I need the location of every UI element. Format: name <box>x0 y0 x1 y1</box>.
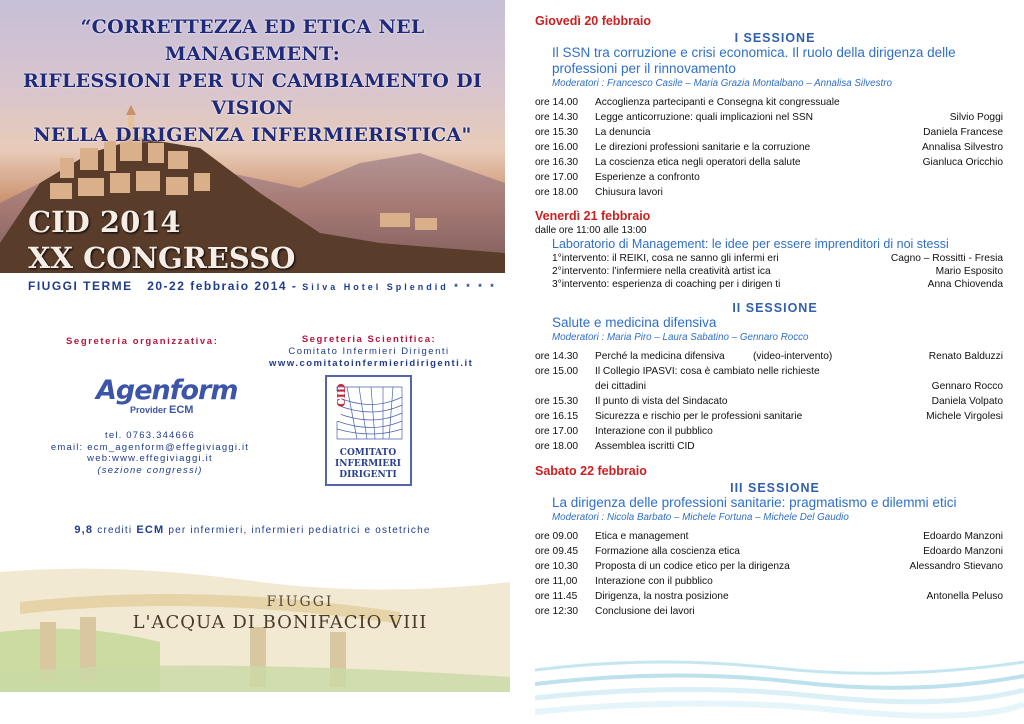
schedule-row: ore 14.30 Perché la medicina difensiva (video-intervento) Renato Balduzzi <box>535 351 1003 362</box>
schedule-row: ore 18.00 Chiusura lavori <box>535 187 663 198</box>
svg-text:INFERMIERI: INFERMIERI <box>335 459 401 469</box>
schedule-row: ore 10.30 Proposta di un codice etico per la dirigenza Alessandro Stievano <box>535 561 1003 572</box>
lab-time: dalle ore 11:00 alle 13:00 <box>535 225 647 236</box>
session-3-heading: III SESSIONE <box>730 481 820 495</box>
session-2-schedule <box>535 349 1015 454</box>
svg-text:DIRIGENTI: DIRIGENTI <box>339 470 397 480</box>
schedule-row: dei cittadini Gennaro Rocco <box>595 381 1003 392</box>
schedule-row: ore 12:30 Conclusione dei lavori <box>535 606 695 617</box>
cid-logo <box>325 375 412 486</box>
acqua-sign: L'ACQUA DI BONIFACIO VIII <box>132 612 428 633</box>
day-friday: Venerdì 21 febbraio <box>535 209 651 223</box>
schedule-row: ore 16.00 Le direzioni professioni sanitarie e la corruzione Annalisa Silvestro <box>535 142 1003 153</box>
schedule-row: ore 16.15 Sicurezza e rischio per le professioni sanitarie Michele Virgolesi <box>535 411 1003 422</box>
schedule-row: ore 17.00 Interazione con il pubblico <box>535 426 713 437</box>
ecm-credits: 9,8 crediti ECM per infermieri, infermieri pediatrici e ostetriche <box>74 524 431 536</box>
schedule-row: ore 15.00 Il Collegio IPASVI: cosa è cambiato nelle richieste <box>535 366 820 377</box>
organizing-secretariat-title: Segreteria organizzativa: <box>66 336 219 347</box>
schedule-row: ore 14.30 Legge anticorruzione: quali implicazioni nel SSN Silvio Poggi <box>535 112 1003 123</box>
contact-info: tel. 0763.344666 email: ecm_agenform@effegiviaggi.it web:www.effegiviaggi.it (sezione congressi) <box>50 430 250 476</box>
session-1-schedule <box>535 95 1015 200</box>
left-panel <box>0 0 510 724</box>
schedule-row: ore 09.45 Formazione alla coscienza etica Edoardo Manzoni <box>535 546 1003 557</box>
fiuggi-sign: FIUGGI <box>266 594 334 610</box>
program-panel <box>535 14 1015 619</box>
schedule-row: ore 14.00 Accoglienza partecipanti e Consegna kit congressuale <box>535 97 840 108</box>
schedule-row: ore 17.00 Esperienze a confronto <box>535 172 700 183</box>
congress-name: CID 2014 XX CONGRESSO <box>28 205 296 273</box>
session-3-schedule <box>535 529 1015 619</box>
venue-line: FIUGGI TERME 20-22 febbraio 2014 - Silva Hotel Splendid * * * * <box>28 279 497 293</box>
session-1-title: Il SSN tra corruzione e crisi economica. Il ruolo della dirigenza delle professioni per il rinnovamento <box>552 45 956 76</box>
schedule-row: ore 15.30 Il punto di vista del Sindacato Daniela Volpato <box>535 396 1003 407</box>
session-3-moderators: Moderatori : Nicola Barbato – Michele Fortuna – Michele Del Gaudio <box>552 512 849 523</box>
lab-intervento: 1°intervento: il REIKI, cosa ne sanno gli infermi eri Cagno – Rossitti - Fresia <box>552 253 1003 264</box>
event-title: “CORRETTEZZA ED ETICA NEL MANAGEMENT: RIFLESSIONI PER UN CAMBIAMENTO DI VISION NELLA DIRIGENZA INFERMIERISTICA" <box>22 16 483 146</box>
agenform-logo: Agenform Provider ECM <box>96 375 238 416</box>
schedule-row: ore 18.00 Assemblea iscritti CID <box>535 441 695 452</box>
day-saturday: Sabato 22 febbraio <box>535 464 647 478</box>
schedule-row: ore 16.30 La coscienza etica negli operatori della salute Gianluca Oricchio <box>535 157 1003 168</box>
day-thursday: Giovedì 20 febbraio <box>535 14 652 28</box>
schedule-row: ore 11,00 Interazione con il pubblico <box>535 576 713 587</box>
decorative-waves <box>535 650 1024 724</box>
lab-title: Laboratorio di Management: le idee per essere imprenditori di noi stessi <box>552 237 949 251</box>
logo-cid-text: CID <box>335 383 348 407</box>
session-2-heading: II SESSIONE <box>732 301 818 315</box>
session-2-moderators: Moderatori : Maria Piro – Laura Sabatino – Gennaro Rocco <box>552 332 809 343</box>
svg-text:COMITATO: COMITATO <box>339 448 397 458</box>
schedule-row: ore 15.30 La denuncia Daniela Francese <box>535 127 1003 138</box>
lab-intervento: 2°intervento: l’infermiere nella creatività artist ica Mario Esposito <box>552 266 1003 277</box>
schedule-row: ore 11.45 Dirigenza, la nostra posizione Antonella Peluso <box>535 591 1003 602</box>
session-2-title: Salute e medicina difensiva <box>552 315 717 330</box>
session-3-title: La dirigenza delle professioni sanitarie: pragmatismo e dilemmi etici <box>552 495 957 510</box>
hero-photo <box>0 0 505 273</box>
session-1-moderators: Moderatori : Francesco Casile – Maria Grazia Montalbano – Annalisa Silvestro <box>552 78 892 89</box>
session-1-heading: I SESSIONE <box>734 31 816 45</box>
schedule-row: ore 09.00 Etica e management Edoardo Manzoni <box>535 531 1003 542</box>
lab-intervento: 3°intervento: esperienza di coaching per i dirigen ti Anna Chiovenda <box>552 279 1003 290</box>
scientific-secretariat: Segreteria Scientifica: Comitato Infermieri Dirigenti www.comitatoinfermieridirigenti.it <box>269 334 474 369</box>
fiuggi-fountain-watercolor <box>0 562 510 692</box>
